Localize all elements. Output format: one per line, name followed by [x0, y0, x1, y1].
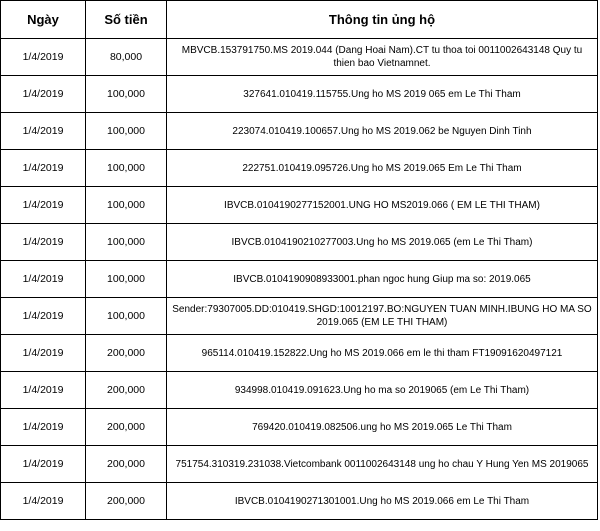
cell-info: 934998.010419.091623.Ung ho ma so 2019065 (em Le Thi Tham) — [167, 372, 598, 409]
table-row — [1, 76, 598, 113]
cell-amount: 100,000 — [86, 113, 167, 150]
cell-date: 1/4/2019 — [1, 409, 86, 446]
cell-amount: 100,000 — [86, 261, 167, 298]
table-row — [1, 113, 598, 150]
table-row — [1, 150, 598, 187]
header-row — [1, 1, 598, 39]
table-row — [1, 372, 598, 409]
cell-amount: 100,000 — [86, 150, 167, 187]
table-row — [1, 446, 598, 483]
cell-date: 1/4/2019 — [1, 298, 86, 335]
cell-amount: 100,000 — [86, 298, 167, 335]
cell-date: 1/4/2019 — [1, 372, 86, 409]
cell-info: Sender:79307005.DD:010419.SHGD:10012197.BO:NGUYEN TUAN MINH.IBUNG HO MA SO 2019.065 (EM LE THI THAM) — [167, 298, 598, 335]
cell-info: IBVCB.0104190908933001.phan ngoc hung Giup ma so: 2019.065 — [167, 261, 598, 298]
cell-date: 1/4/2019 — [1, 113, 86, 150]
cell-info: MBVCB.153791750.MS 2019.044 (Dang Hoai Nam).CT tu thoa toi 0011002643148 Quy tu thien bao Vietnamnet. — [167, 39, 598, 76]
table-body — [1, 39, 598, 520]
table-row — [1, 39, 598, 76]
cell-date: 1/4/2019 — [1, 150, 86, 187]
table-row — [1, 261, 598, 298]
table-row — [1, 335, 598, 372]
cell-info: 965114.010419.152822.Ung ho MS 2019.066 em le thi tham FT19091620497121 — [167, 335, 598, 372]
cell-date: 1/4/2019 — [1, 224, 86, 261]
cell-info: 222751.010419.095726.Ung ho MS 2019.065 Em Le Thi Tham — [167, 150, 598, 187]
cell-amount: 80,000 — [86, 39, 167, 76]
cell-amount: 200,000 — [86, 483, 167, 520]
cell-amount: 100,000 — [86, 187, 167, 224]
cell-info: 223074.010419.100657.Ung ho MS 2019.062 be Nguyen Dinh Tinh — [167, 113, 598, 150]
cell-date: 1/4/2019 — [1, 76, 86, 113]
cell-date: 1/4/2019 — [1, 261, 86, 298]
header-info: Thông tin ủng hộ — [167, 1, 598, 39]
cell-info: IBVCB.0104190271301001.Ung ho MS 2019.066 em Le Thi Tham — [167, 483, 598, 520]
cell-info: 751754.310319.231038.Vietcombank 0011002643148 ung ho chau Y Hung Yen MS 2019065 — [167, 446, 598, 483]
cell-info: 769420.010419.082506.ung ho MS 2019.065 Le Thi Tham — [167, 409, 598, 446]
cell-amount: 200,000 — [86, 372, 167, 409]
cell-amount: 200,000 — [86, 446, 167, 483]
cell-date: 1/4/2019 — [1, 335, 86, 372]
cell-info: IBVCB.0104190277152001.UNG HO MS2019.066 ( EM LE THI THAM) — [167, 187, 598, 224]
table-row — [1, 298, 598, 335]
cell-date: 1/4/2019 — [1, 39, 86, 76]
cell-date: 1/4/2019 — [1, 187, 86, 224]
table-row — [1, 187, 598, 224]
cell-info: 327641.010419.115755.Ung ho MS 2019 065 em Le Thi Tham — [167, 76, 598, 113]
cell-amount: 200,000 — [86, 335, 167, 372]
cell-amount: 200,000 — [86, 409, 167, 446]
header-date: Ngày — [1, 1, 86, 39]
cell-date: 1/4/2019 — [1, 446, 86, 483]
cell-amount: 100,000 — [86, 76, 167, 113]
table-row — [1, 409, 598, 446]
cell-amount: 100,000 — [86, 224, 167, 261]
cell-date: 1/4/2019 — [1, 483, 86, 520]
table-row — [1, 224, 598, 261]
cell-info: IBVCB.0104190210277003.Ung ho MS 2019.065 (em Le Thi Tham) — [167, 224, 598, 261]
header-amount: Số tiền — [86, 1, 167, 39]
table-row — [1, 483, 598, 520]
